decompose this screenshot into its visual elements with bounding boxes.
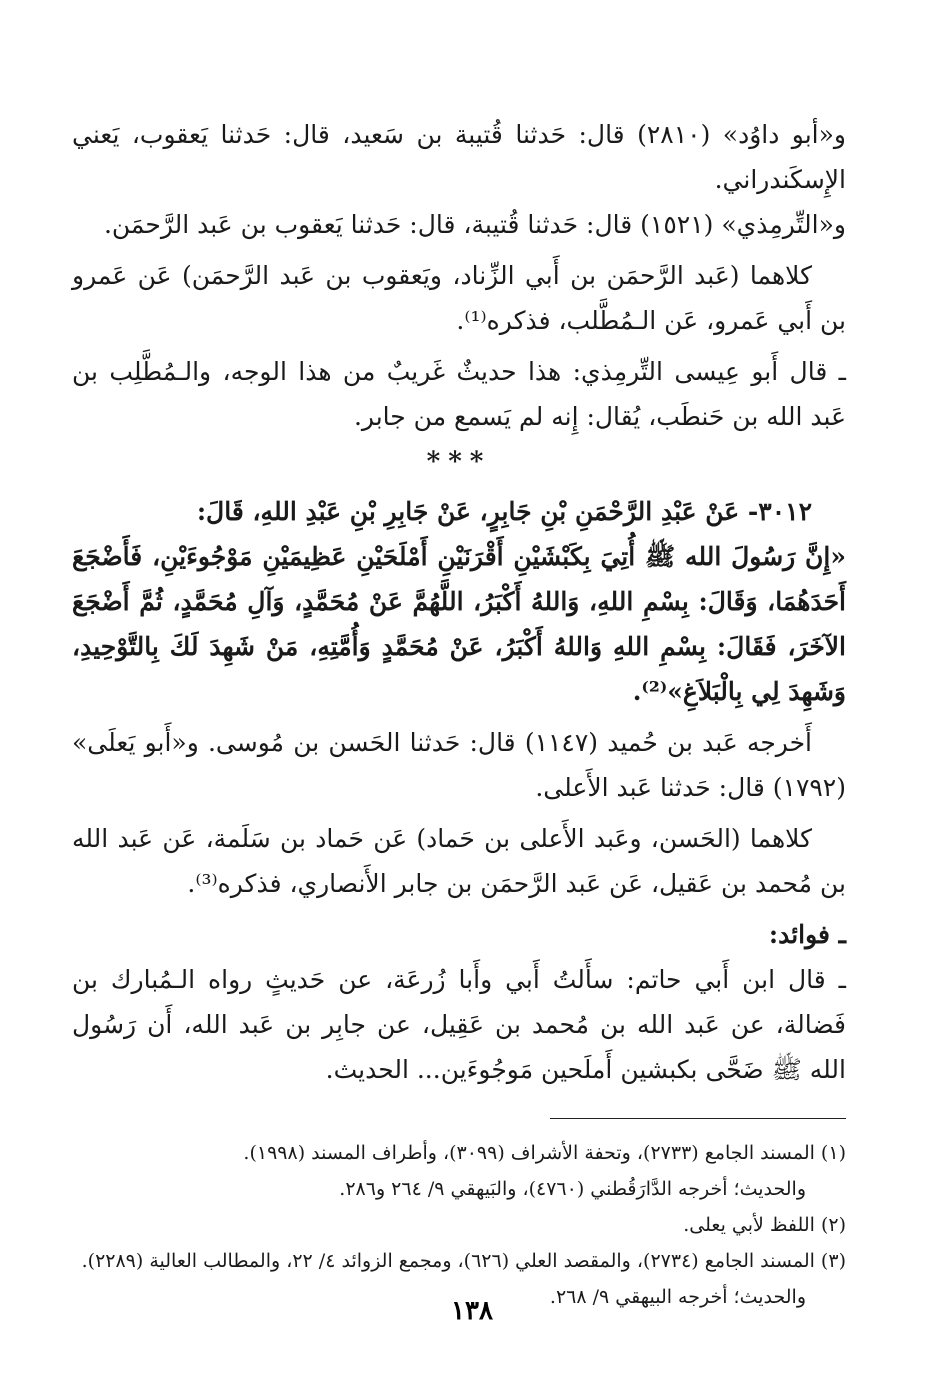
footnotes <box>72 1135 846 1315</box>
text-line-tirmidhi: و«التِّرمِذي» (١٥٢١) قال: حَدثنا قُتيبة، قال: حَدثنا يَعقوب بن عَبد الرَّحمَن. <box>103 210 846 239</box>
paragraph-takhrij: أَخرجه عَبد بن حُميد (١١٤٧) قال: حَدثنا الحَسن بن مُوسى. و«أَبو يَعلَى» (١٧٩٢) قال: حَدثنا عَبد الأَعلى. <box>72 728 846 802</box>
text-line-abu-dawud: و«أبو داوُد» (٢٨١٠) قال: حَدثنا قُتيبة بن سَعيد، قال: حَدثنا يَعقوب، يَعني الإِسكَندراني. <box>72 120 846 194</box>
footnote-1-cont: والحديث؛ أخرجه الدَّارَقُطني (٤٧٦٠)، والبَيهقي ٩/ ٢٦٤ و٢٨٦. <box>339 1178 806 1200</box>
paragraph-isnad-2: كلاهما (الحَسن، وعَبد الأَعلى بن حَماد) عَن حَماد بن سَلَمة، عَن عَبد الله بن مُحمد بن عَقيل، عَن عَبد الرَّحمَن بن جابر الأَنصاري، فذكره⁽³⁾. <box>72 824 846 898</box>
page-number: ١٣٨ <box>451 1296 493 1326</box>
fawaid-heading: ـ فوائد: <box>768 920 846 949</box>
footnote-3: (٣) المسند الجامع (٢٧٣٤)، والمقصد العلي (٦٢٦)، ومجمع الزوائد ٤/ ٢٢، والمطالب العالية (٢٢٨٩). <box>81 1250 846 1272</box>
paragraph-isnad: كلاهما (عَبد الرَّحمَن بن أَبي الزِّناد، ويَعقوب بن عَبد الرَّحمَن) عَن عَمرو بن أَبي عَمرو، عَن الـمُطَّلب، فذكره⁽¹⁾. <box>72 261 846 335</box>
footnote-2: (٢) اللفظ لأبي يعلى. <box>683 1214 846 1236</box>
paragraph-tirmidhi-comment: ـ قال أَبو عِيسى التِّرمِذي: هذا حديثٌ غَريبٌ من هذا الوجه، والـمُطَّلِب بن عَبد الله بن حَنطَب، يُقال: إِنه لم يَسمع من جابر. <box>72 357 846 431</box>
footnote-3-cont: والحديث؛ أخرجه البيهقي ٩/ ٢٦٨. <box>549 1286 806 1308</box>
section-separator: *** <box>426 447 492 477</box>
footnote-divider <box>550 1118 846 1119</box>
footnote-1: (١) المسند الجامع (٢٧٣٣)، وتحفة الأشراف (٣٠٩٩)، وأطراف المسند (١٩٩٨). <box>243 1142 846 1164</box>
fawaid-text: ـ قال ابن أَبي حاتم: سأَلتُ أَبي وأَبا زُرعَة، عن حَديثٍ رواه الـمُبارك بن فَضالة، عن عَبد الله بن مُحمد بن عَقِيل، عن جابِر بن عَبد الله، أَن رَسُول الله ﷺ ضَحَّى بكبشين أَملَحين مَوجُوءَين... الحديث. <box>72 965 846 1084</box>
hadith-text: «إِنَّ رَسُولَ الله ﷺ أُتِيَ بِكَبْشَيْنِ أَقْرَنَيْنِ أَمْلَحَيْنِ عَظِيمَيْنِ مَوْجُوءَيْنِ، فَأَضْجَعَ أَحَدَهُمَا، وَقَالَ: بِسْمِ اللهِ، وَاللهُ أَكْبَرُ، اللَّهُمَّ عَنْ مُحَمَّدٍ، وَآلِ مُحَمَّدٍ، ثُمَّ أَضْجَعَ الآخَرَ، فَقَالَ: بِسْمِ اللهِ وَاللهُ أَكْبَرُ، عَنْ مُحَمَّدٍ وَأُمَّتِهِ، مَنْ شَهِدَ لَكَ بِالتَّوْحِيدِ، وَشَهِدَ لِي بِالْبَلاَغِ»⁽²⁾. <box>72 542 846 706</box>
hadith-heading: ٣٠١٢- عَنْ عَبْدِ الرَّحْمَنِ بْنِ جَابِرٍ، عَنْ جَابِرِ بْنِ عَبْدِ اللهِ، قَالَ: <box>196 497 812 526</box>
